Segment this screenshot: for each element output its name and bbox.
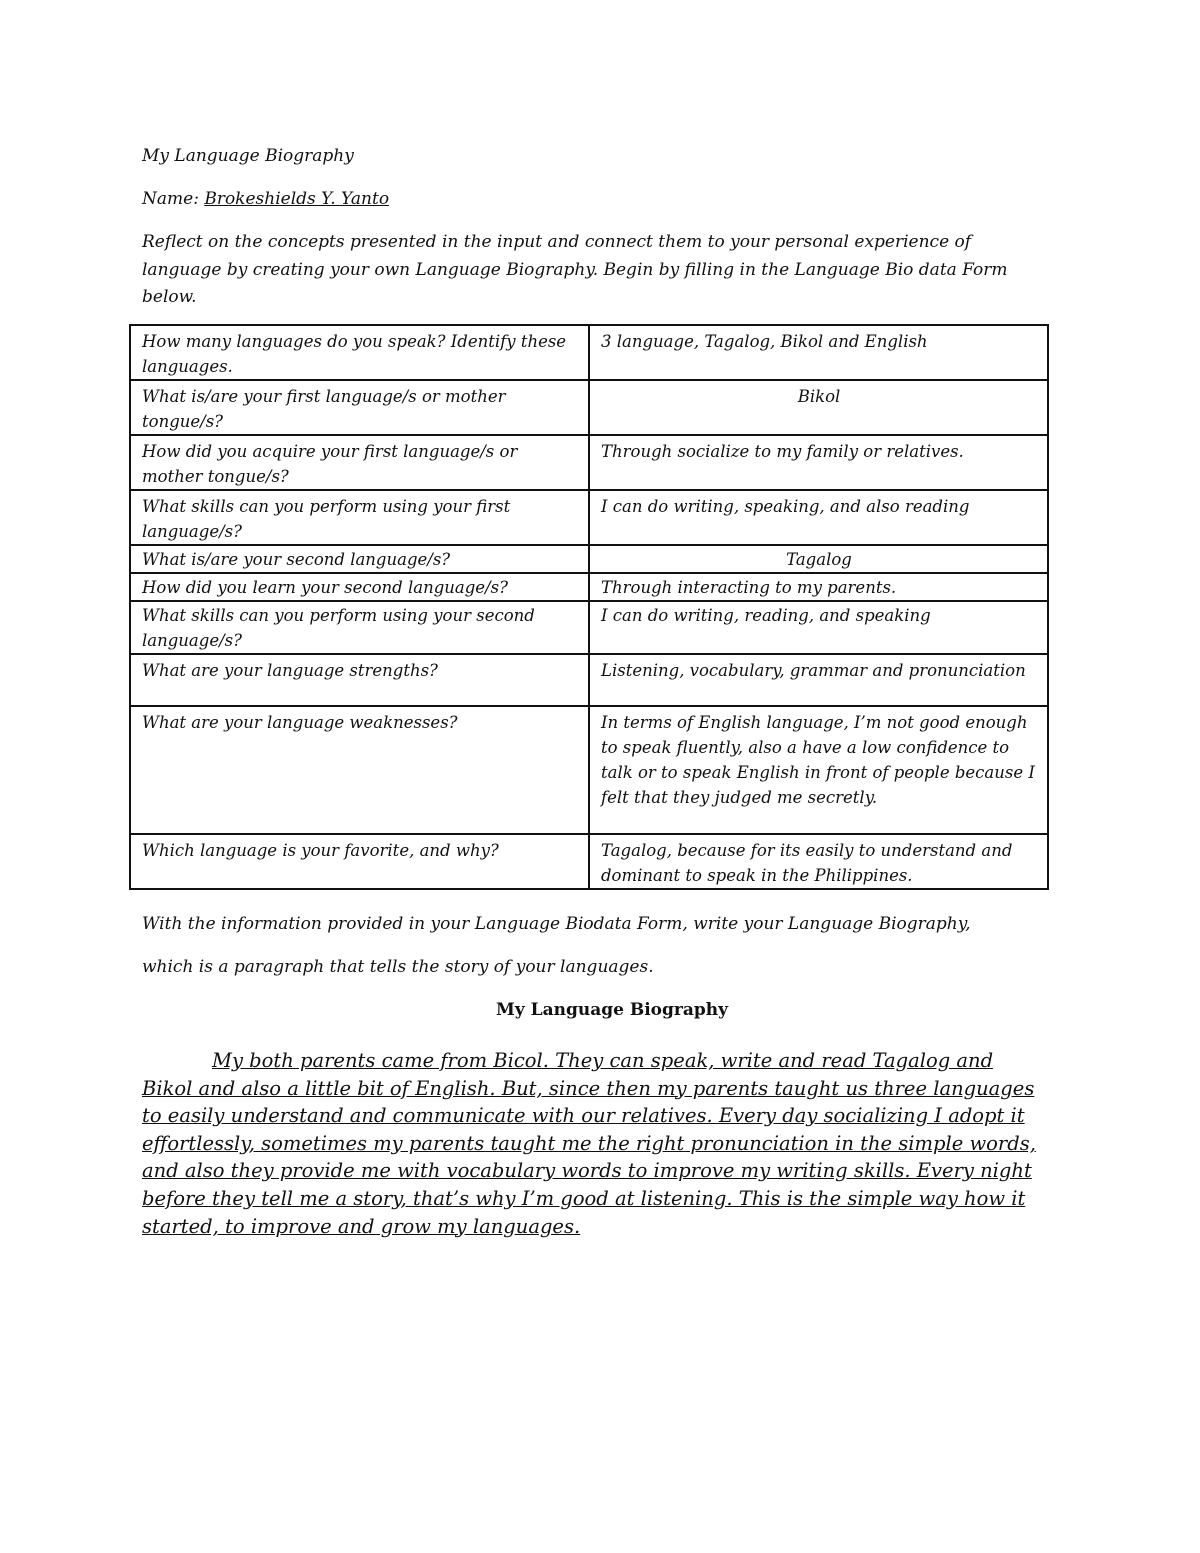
answer-cell: Tagalog bbox=[589, 545, 1048, 573]
question-cell: How many languages do you speak? Identify these languages. bbox=[130, 325, 589, 380]
table-row bbox=[130, 834, 1048, 889]
question-cell: What skills can you perform using your first language/s? bbox=[130, 490, 589, 545]
name-value: Brokeshields Y. Yanto bbox=[204, 189, 390, 209]
question-cell: Which language is your favorite, and why? bbox=[130, 834, 589, 889]
answer-cell: I can do writing, reading, and speaking bbox=[589, 601, 1048, 654]
answer-cell: 3 language, Tagalog, Bikol and English bbox=[589, 325, 1048, 380]
question-cell: How did you acquire your first language/s or mother tongue/s? bbox=[130, 435, 589, 490]
table-row bbox=[130, 325, 1048, 380]
biodata-form-table bbox=[129, 324, 1049, 890]
table-row bbox=[130, 706, 1048, 834]
biography-paragraph: My both parents came from Bicol. They can speak, write and read Tagalog and Bikol and also a little bit of English. But, since then my parents taught us three languages to easily understand and communicate with our relatives. Every day socializing I adopt it effortlessly, sometimes my parents taught me the right pronunciation in the simple words, and also they provide me with vocabulary words to improve my writing skills. Every night before they tell me a story, that’s why I’m good at listening. This is the simple way how it started, to improve and grow my languages. bbox=[142, 1049, 1036, 1238]
table-row bbox=[130, 435, 1048, 490]
table-row bbox=[130, 601, 1048, 654]
question-cell: What skills can you perform using your second language/s? bbox=[130, 601, 589, 654]
question-cell: What are your language weaknesses? bbox=[130, 706, 589, 834]
table-row bbox=[130, 654, 1048, 706]
table-row bbox=[130, 380, 1048, 435]
question-cell: What is/are your first language/s or mother tongue/s? bbox=[130, 380, 589, 435]
answer-cell: I can do writing, speaking, and also reading bbox=[589, 490, 1048, 545]
question-cell: How did you learn your second language/s? bbox=[130, 573, 589, 601]
answer-cell: Bikol bbox=[589, 380, 1048, 435]
name-label: Name: bbox=[142, 189, 205, 209]
question-cell: What are your language strengths? bbox=[130, 654, 589, 706]
biography-heading: My Language Biography bbox=[496, 1000, 728, 1020]
instruction-text: Reflect on the concepts presented in the input and connect them to your personal experience of language by creating your own Language Biography. Begin by filling in the Language Bio data Form below. bbox=[142, 232, 1008, 307]
table-row bbox=[130, 545, 1048, 573]
answer-cell: In terms of English language, I’m not good enough to speak fluently, also a have a low confidence to talk or to speak English in front of people because I felt that they judged me secretly. bbox=[589, 706, 1048, 834]
name-line bbox=[142, 187, 389, 211]
biography-prompt-line-1: With the information provided in your Language Biodata Form, write your Language Biography, bbox=[142, 914, 971, 934]
answer-cell: Tagalog, because for its easily to understand and dominant to speak in the Philippines. bbox=[589, 834, 1048, 889]
question-cell: What is/are your second language/s? bbox=[130, 545, 589, 573]
document-title: My Language Biography bbox=[142, 146, 354, 166]
table-row bbox=[130, 490, 1048, 545]
biography-prompt-line-2: which is a paragraph that tells the story of your languages. bbox=[142, 957, 654, 977]
answer-cell: Through socialize to my family or relatives. bbox=[589, 435, 1048, 490]
answer-cell: Listening, vocabulary, grammar and pronunciation bbox=[589, 654, 1048, 706]
answer-cell: Through interacting to my parents. bbox=[589, 573, 1048, 601]
table-row bbox=[130, 573, 1048, 601]
